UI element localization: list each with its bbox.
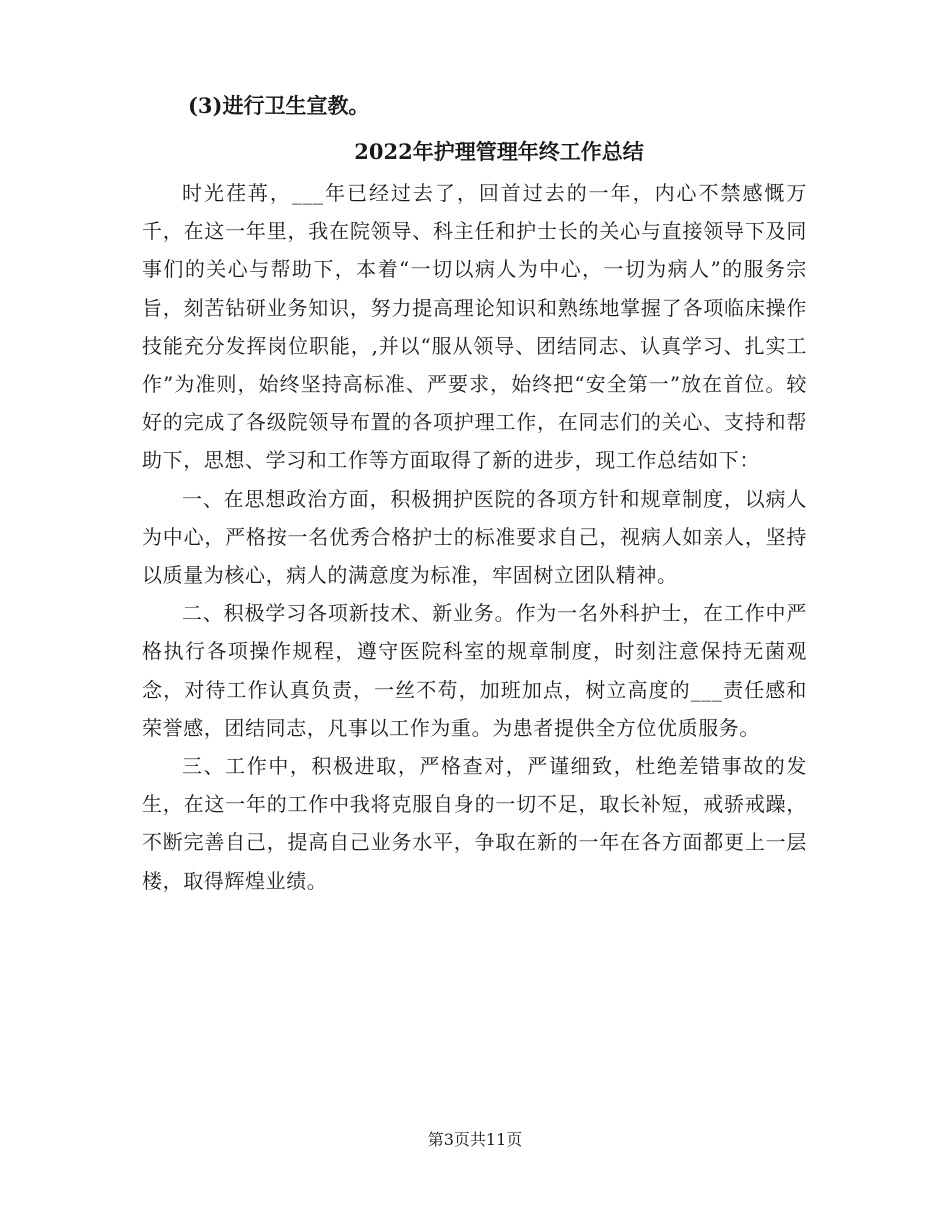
document-body — [142, 174, 807, 900]
document-title: 2022年护理管理年终工作总结 — [354, 139, 644, 164]
section-item-heading: (3)进行卫生宣教。 — [188, 93, 370, 118]
paragraph-intro: 时光荏苒，___年已经过去了，回首过去的一年，内心不禁感慨万千，在这一年里，我在院领导、科主任和护士长的关心与直接领导下及同事们的关心与帮助下，本着“一切以病人为中心，一切为病人”的服务宗旨，刻苦钻研业务知识，努力提高理论知识和熟练地掌握了各项临床操作技能充分发挥岗位职能，,并以“服从领导、团结同志、认真学习、扎实工作”为准则，始终坚持高标准、严要求，始终把“安全第一”放在首位。较好的完成了各级院领导布置的各项护理工作，在同志们的关心、支持和帮助下，思想、学习和工作等方面取得了新的进步，现工作总结如下： — [142, 181, 807, 473]
paragraph-political: 一、在思想政治方面，积极拥护医院的各项方针和规章制度，以病人为中心，严格按一名优秀合格护士的标准要求自己，视病人如亲人，坚持以质量为核心，病人的满意度为标准，牢固树立团队精神。 — [142, 486, 807, 588]
page-number-footer: 第3页共11页 — [427, 1130, 523, 1149]
paragraph-learning: 二、积极学习各项新技术、新业务。作为一名外科护士，在工作中严格执行各项操作规程，遵守医院科室的规章制度，时刻注意保持无菌观念，对待工作认真负责，一丝不苟，加班加点，树立高度的___责任感和荣誉感，团结同志，凡事以工作为重。为患者提供全方位优质服务。 — [142, 601, 807, 740]
paragraph-work: 三、工作中，积极进取，严格查对，严谨细致，杜绝差错事故的发生，在这一年的工作中我将克服自身的一切不足，取长补短，戒骄戒躁，不断完善自己，提高自己业务水平，争取在新的一年在各方面都更上一层楼，取得辉煌业绩。 — [142, 754, 807, 893]
